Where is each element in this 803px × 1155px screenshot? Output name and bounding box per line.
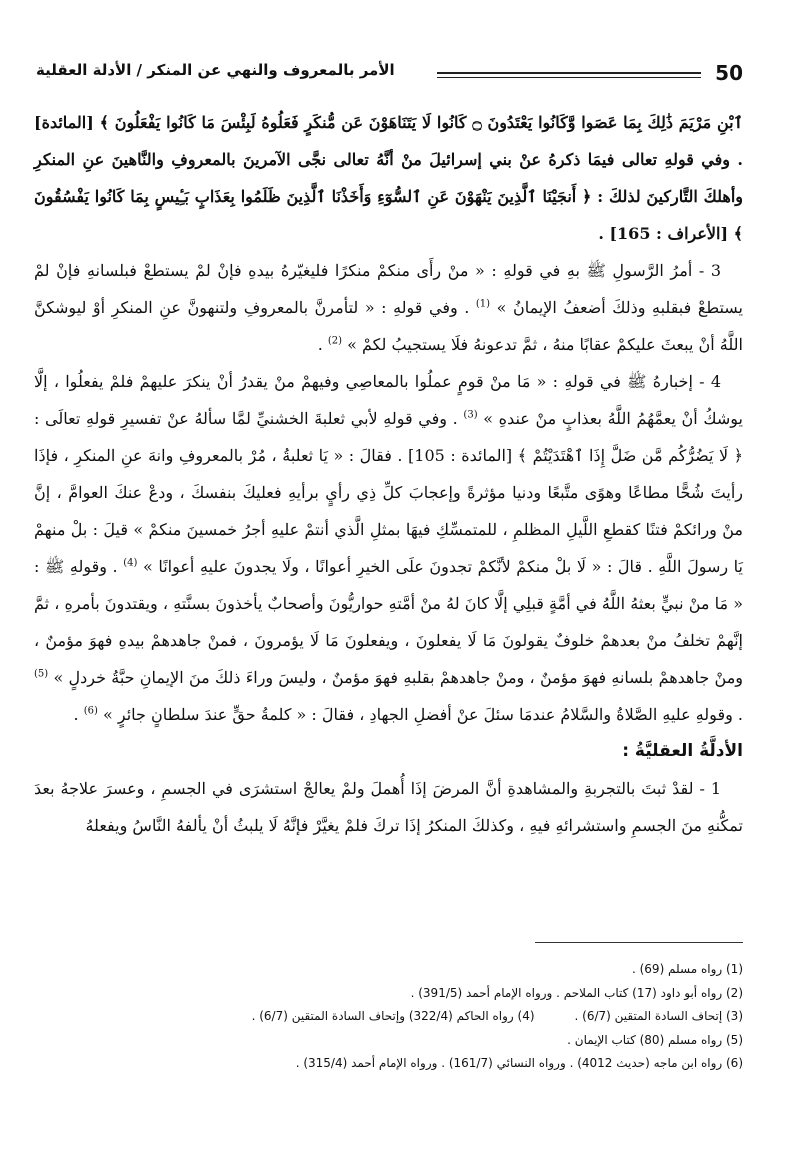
paragraph-text: 1 - لقدْ ثبتَ بالتجربةِ والمشاهدةِ أنَّ المرضَ إذَا أُهملَ ولمْ يعالجْ استشرَى في الجسمِ ، وعسرَ علاجهُ بعدَ تمكُّنهِ منَ الجسمِ واستشرائهِ فيهِ ، وكذلكَ المنكرُ إذَا تركَ فلمْ يغيَّرْ فإنَّهُ لَا يلبثُ أنْ يألفهُ النَّاسُ ويفعلهُ (34, 779, 743, 835)
footnote-3: (3) إتحاف السادة المتقين (6/7) . (574, 1009, 743, 1023)
paragraph-point-3 (34, 252, 743, 363)
paragraph-text: . (317, 335, 323, 354)
footnote-ref-3[interactable]: (3) (463, 409, 478, 421)
footnotes (34, 958, 743, 1076)
footnote-ref-1[interactable]: (1) (475, 298, 491, 310)
footnote-row (34, 1052, 743, 1076)
paragraph-text: ٱبْنِ مَرْيَمَ ذَٰلِكَ بِمَا عَصَوا وَّكَانُوا يَعْتَدُونَ ۝ كَانُوا لَا يَتَنَاهَوْنَ عَن مُّنكَرٍ فَعَلُوهُ لَبِئْسَ مَا كَانُوا يَفْعَلُونَ ﴾ [المائدة] . وفي قولهِ تعالى فيمَا ذكرهُ عنْ بني إسرائيلَ منْ أنَّهُ تعالى نجَّى الآمرينَ بالمعروفِ والنَّاهينَ عنِ المنكرِ وأهلكَ التَّاركينَ لذلكَ : ﴿ أَنجَيْنَا ٱلَّذِينَ يَنْهَوْنَ عَنِ ٱلسُّوٓءِ وَأَخَذْنَا ٱلَّذِينَ ظَلَمُوا بِعَذَابٍ بَـِٔيسٍ بِمَا كَانُوا يَفْسُقُونَ ﴾ [الأعراف : 165] . (34, 113, 744, 243)
footnote-divider (535, 942, 743, 943)
footnote-5: (5) رواه مسلم (80) كتاب الإيمان . (567, 1032, 743, 1047)
paragraph-rational-1 (34, 770, 743, 844)
footnote-ref-6[interactable]: (6) (83, 705, 98, 717)
paragraph-point-4 (34, 363, 743, 733)
paragraph-text: 4 - إخبارهُ ﷺ في قولهِ : « مَا منْ قومٍ عملُوا بالمعاصِي وفيهمْ منْ يقدرُ أنْ ينكرَ عليهمْ فلمْ يفعلُوا ، إلَّا يوشكُ أنْ يعمَّهُمُ اللَّهُ بعذابٍ منْ عندهِ » (34, 372, 743, 428)
paragraph-text: . وقولهِ ﷺ : « مَا منْ نبيٍّ بعثهُ اللَّهُ في أمَّةٍ قبلِي إلَّا كانَ لهُ منْ أمَّتهِ حواريُّونَ وأصحابٌ يأخذونَ بسنَّتهِ ، ويقتدونَ بأمرهِ ، ثمَّ إنَّهمْ تخلفُ منْ بعدهمْ خلوفٌ يقولونَ مَا لَا يفعلونَ ، ويفعلونَ مَا لَا يؤمرونَ ، فمنْ جاهدهمْ بيدهِ فهوَ مؤمنٌ ، ومنْ جاهدهمْ بلسانهِ فهوَ مؤمنٌ ، ومنْ جاهدهمْ بقلبهِ فهوَ مؤمنٌ ، وليسَ وراءَ ذلكَ منَ الإيمانِ حبَّةُ خردلٍ » (34, 557, 744, 687)
paragraph-text: . وفي قولهِ : « لتأمرنَّ بالمعروفِ ولتنهونَّ عنِ المنكرِ أوْ ليوشكنَّ اللَّهُ أنْ يبعثَ عليكمْ عقابًا منهُ ، ثمَّ تدعونهُ فلَا يستجيبُ لكمْ » (34, 298, 743, 354)
header-rule (437, 72, 701, 78)
footnote-6: (6) رواه ابن ماجه (حديث 4012) . ورواه النسائي (161/7) . ورواه الإمام أحمد (315/4) . (295, 1056, 743, 1070)
paragraph-text: . وفي قولهِ لأبي ثعلبةَ الخشنيِّ لمَّا سألهُ عنْ تفسيرِ قولهِ تعالَى : ﴿ لَا يَضُرُّكُم مَّن ضَلَّ إِذَا ٱهْتَدَيْتُمْ ﴾ [المائدة : 105] . فقالَ : « يَا ثعلبةُ ، مُرْ بالمعروفِ وانهَ عنِ المنكرِ ، فإذَا رأيتَ شُحًّا مطاعًا وهوًى متَّبعًا ودنيا مؤثرةً وإعجابَ كلِّ ذِي رأيٍ برأيهِ فعليكَ بنفسكَ ، ودعْ عنكَ العوامَّ ، إنَّ منْ ورائكمْ فتنًا كقطعِ اللَّيلِ المظلمِ ، للمتمسِّكِ فيهَا بمثلِ الَّذي أنتمْ عليهِ أجرُ خمسينَ منكمْ » قيلَ : بلْ منهمْ يَا رسولَ اللَّهِ . قالَ : « لَا بلْ منكمْ لأنَّكمْ تجدونَ علَى الخيرِ أعوانًا ، ولَا يجدونَ عليهِ أعوانًا » (34, 409, 744, 576)
page-header (34, 55, 743, 89)
footnote-row (34, 1029, 743, 1053)
paragraph-text: . وقولهِ عليهِ الصَّلاةُ والسَّلامُ عندمَا سئلَ عنْ أفضلِ الجهادِ ، فقالَ : « كلمةُ حقٍّ عندَ سلطانٍ جائرٍ » (103, 705, 743, 724)
footnote-row (34, 982, 743, 1006)
running-title: الأمر بالمعروف والنهي عن المنكر / الأدلة العقلية (36, 61, 395, 79)
paragraph-text: . (73, 705, 79, 724)
footnote-4: (4) رواه الحاكم (322/4) وإتحاف السادة المتقين (6/7) . (251, 1009, 535, 1023)
footnote-2: (2) رواه أبو داود (17) كتاب الملاحم . ورواه الإمام أحمد (391/5) . (410, 985, 743, 1000)
footnote-ref-5[interactable]: (5) (34, 668, 49, 680)
footnote-ref-2[interactable]: (2) (327, 335, 343, 347)
footnote-row (34, 958, 743, 982)
main-text (34, 104, 743, 844)
page-number: 50 (715, 61, 743, 85)
paragraph-quran-verses (34, 104, 743, 252)
section-heading: الأدلَّةُ العقليَّةُ : (622, 741, 743, 761)
paragraph-text: 3 - أمرُ الرَّسولِ ﷺ بهِ في قولهِ : « منْ رأَى منكمْ منكرًا فليغيّرهُ بيدهِ فإنْ لمْ يستطعْ فبلسانهِ فإنْ لمْ يستطعْ فبقلبهِ وذلكَ أضعفُ الإيمانُ » (34, 261, 744, 317)
footnote-1: (1) رواه مسلم (69) . (631, 962, 743, 976)
footnote-ref-4[interactable]: (4) (123, 557, 138, 569)
footnote-row (34, 1005, 743, 1029)
